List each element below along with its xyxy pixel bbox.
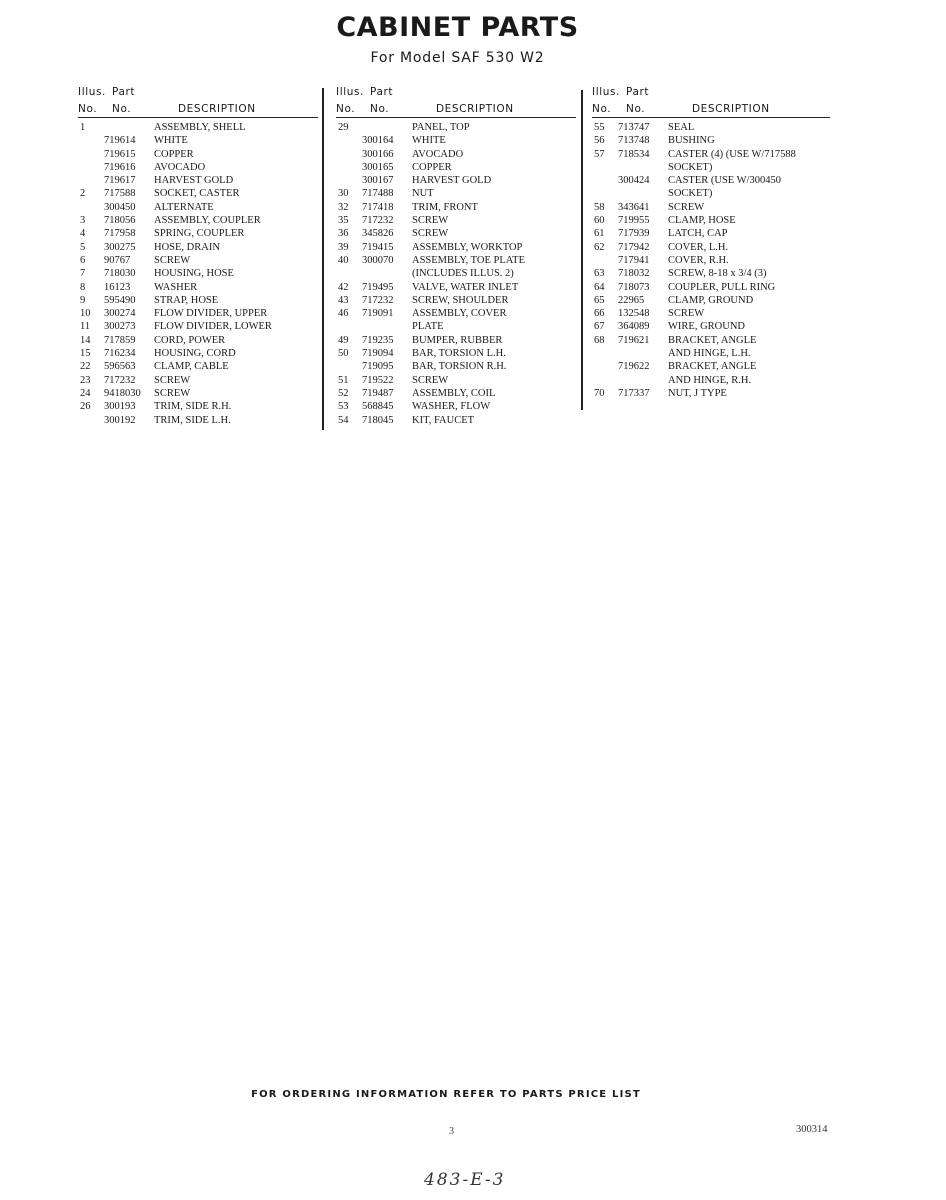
part-number: 717337 bbox=[618, 387, 650, 399]
part-number: 719614 bbox=[104, 135, 136, 147]
table-row bbox=[336, 174, 576, 187]
illus-number: 9 bbox=[80, 294, 86, 306]
part-number: 719094 bbox=[362, 348, 394, 360]
part-number: 718073 bbox=[618, 281, 650, 293]
part-number: 717232 bbox=[362, 294, 394, 306]
part-number: 717942 bbox=[618, 241, 650, 253]
table-row bbox=[592, 254, 830, 267]
column-divider bbox=[322, 88, 324, 430]
illus-number: 7 bbox=[80, 268, 86, 280]
part-description: BUSHING bbox=[668, 135, 715, 147]
part-description: FLOW DIVIDER, LOWER bbox=[154, 321, 272, 333]
part-description: BAR, TORSION L.H. bbox=[412, 348, 506, 360]
illus-number: 4 bbox=[80, 228, 86, 240]
table-row bbox=[592, 134, 830, 147]
table-row bbox=[78, 360, 318, 373]
part-description: SOCKET, CASTER bbox=[154, 188, 240, 200]
table-row bbox=[592, 267, 830, 280]
header-description: DESCRIPTION bbox=[178, 103, 256, 115]
illus-number: 5 bbox=[80, 241, 86, 253]
part-description: LATCH, CAP bbox=[668, 228, 728, 240]
table-row bbox=[592, 214, 830, 227]
illus-number: 35 bbox=[338, 215, 349, 227]
part-number: 364089 bbox=[618, 321, 650, 333]
table-row bbox=[592, 387, 830, 400]
parts-column-3 bbox=[592, 86, 830, 400]
part-description: SCREW bbox=[154, 374, 191, 386]
parts-column-1 bbox=[78, 86, 318, 427]
part-number: 716234 bbox=[104, 348, 136, 360]
table-row bbox=[78, 347, 318, 360]
part-description: BRACKET, ANGLE bbox=[668, 334, 757, 346]
part-description: SEAL bbox=[668, 122, 695, 133]
column-header bbox=[592, 86, 830, 116]
part-description: FLOW DIVIDER, UPPER bbox=[154, 308, 268, 320]
illus-number: 15 bbox=[80, 348, 91, 360]
illus-number: 57 bbox=[594, 148, 605, 160]
table-row bbox=[336, 414, 576, 427]
header-illus-no: No. bbox=[336, 103, 356, 115]
part-number: 717232 bbox=[104, 374, 136, 386]
table-row bbox=[592, 307, 830, 320]
part-number: 300165 bbox=[362, 161, 394, 173]
part-description: VALVE, WATER INLET bbox=[412, 281, 519, 293]
part-description: PLATE bbox=[412, 321, 444, 333]
part-description: COPPER bbox=[154, 148, 194, 160]
part-number: 718032 bbox=[618, 268, 650, 280]
illus-number: 65 bbox=[594, 294, 605, 306]
part-number: 719487 bbox=[362, 387, 394, 399]
table-row bbox=[336, 360, 576, 373]
part-number: 719955 bbox=[618, 215, 650, 227]
table-row bbox=[592, 148, 830, 161]
part-description: ALTERNATE bbox=[154, 201, 214, 213]
table-row bbox=[336, 187, 576, 200]
part-number: 300275 bbox=[104, 241, 136, 253]
table-row bbox=[336, 320, 576, 333]
illus-number: 42 bbox=[338, 281, 349, 293]
illus-number: 66 bbox=[594, 308, 605, 320]
illus-number: 43 bbox=[338, 294, 349, 306]
part-description: HARVEST GOLD bbox=[154, 175, 234, 187]
part-description: SCREW, SHOULDER bbox=[412, 294, 509, 306]
table-row bbox=[336, 121, 576, 134]
header-part: Part bbox=[626, 86, 650, 98]
header-part-no: No. bbox=[370, 103, 390, 115]
table-row bbox=[78, 161, 318, 174]
part-description: SCREW, 8-18 x 3/4 (3) bbox=[668, 268, 767, 280]
part-number: 719235 bbox=[362, 334, 394, 346]
part-description: SCREW bbox=[154, 387, 191, 399]
part-description: CLAMP, CABLE bbox=[154, 361, 229, 373]
part-number: 300164 bbox=[362, 135, 394, 147]
part-description: KIT, FAUCET bbox=[412, 414, 475, 426]
header-description: DESCRIPTION bbox=[436, 103, 514, 115]
table-row bbox=[336, 374, 576, 387]
part-number: 16123 bbox=[104, 281, 131, 293]
header-illus: Illus. bbox=[336, 86, 364, 98]
part-number: 300193 bbox=[104, 401, 136, 413]
header-illus-no: No. bbox=[592, 103, 612, 115]
table-row bbox=[78, 400, 318, 413]
table-row bbox=[78, 320, 318, 333]
part-number: 9418030 bbox=[104, 387, 141, 399]
part-description: COVER, R.H. bbox=[668, 254, 729, 266]
parts-list bbox=[78, 121, 318, 427]
part-number: 717958 bbox=[104, 228, 136, 240]
table-row bbox=[592, 121, 830, 134]
part-number: 719615 bbox=[104, 148, 136, 160]
table-row bbox=[78, 201, 318, 214]
part-number: 595490 bbox=[104, 294, 136, 306]
part-number: 300192 bbox=[104, 414, 136, 426]
illus-number: 10 bbox=[80, 308, 91, 320]
header-part-no: No. bbox=[626, 103, 646, 115]
header-illus: Illus. bbox=[78, 86, 106, 98]
part-description: WHITE bbox=[154, 135, 188, 147]
part-description: SCREW bbox=[668, 201, 705, 213]
part-number: 718534 bbox=[618, 148, 650, 160]
part-description: TRIM, SIDE L.H. bbox=[154, 414, 231, 426]
part-description: SCREW bbox=[412, 215, 449, 227]
header-part-no: No. bbox=[112, 103, 132, 115]
part-number: 718045 bbox=[362, 414, 394, 426]
part-description: AND HINGE, L.H. bbox=[668, 348, 751, 360]
page-title: CABINET PARTS bbox=[336, 12, 579, 43]
table-row bbox=[78, 227, 318, 240]
table-row bbox=[78, 281, 318, 294]
table-row bbox=[78, 134, 318, 147]
part-description: AND HINGE, R.H. bbox=[668, 374, 752, 386]
illus-number: 63 bbox=[594, 268, 605, 280]
part-description: HOUSING, CORD bbox=[154, 348, 236, 360]
part-description: ASSEMBLY, SHELL bbox=[154, 122, 246, 133]
table-row bbox=[592, 161, 830, 174]
part-number: 717418 bbox=[362, 201, 394, 213]
illus-number: 22 bbox=[80, 361, 91, 373]
header-illus: Illus. bbox=[592, 86, 620, 98]
illus-number: 36 bbox=[338, 228, 349, 240]
part-description: WASHER bbox=[154, 281, 198, 293]
table-row bbox=[78, 267, 318, 280]
part-number: 719495 bbox=[362, 281, 394, 293]
table-row bbox=[592, 334, 830, 347]
header-illus-no: No. bbox=[78, 103, 98, 115]
part-number: 300070 bbox=[362, 254, 394, 266]
part-description: BRACKET, ANGLE bbox=[668, 361, 757, 373]
table-row bbox=[336, 227, 576, 240]
document-number: 300314 bbox=[796, 1124, 828, 1135]
part-description: CLAMP, GROUND bbox=[668, 294, 754, 306]
illus-number: 6 bbox=[80, 254, 86, 266]
illus-number: 70 bbox=[594, 387, 605, 399]
illus-number: 52 bbox=[338, 387, 349, 399]
header-part: Part bbox=[370, 86, 394, 98]
illus-number: 2 bbox=[80, 188, 86, 200]
illus-number: 49 bbox=[338, 334, 349, 346]
part-description: NUT, J TYPE bbox=[668, 387, 727, 399]
illus-number: 67 bbox=[594, 321, 605, 333]
table-row bbox=[78, 187, 318, 200]
parts-list bbox=[592, 121, 830, 400]
part-number: 300450 bbox=[104, 201, 136, 213]
part-description: WASHER, FLOW bbox=[412, 401, 491, 413]
table-row bbox=[336, 307, 576, 320]
part-description: ASSEMBLY, WORKTOP bbox=[412, 241, 523, 253]
table-row bbox=[78, 148, 318, 161]
part-number: 717859 bbox=[104, 334, 136, 346]
illus-number: 56 bbox=[594, 135, 605, 147]
part-description: AVOCADO bbox=[154, 161, 206, 173]
header-part: Part bbox=[112, 86, 136, 98]
part-number: 719621 bbox=[618, 334, 650, 346]
part-description: SCREW bbox=[412, 228, 449, 240]
part-description: STRAP, HOSE bbox=[154, 294, 219, 306]
part-description: ASSEMBLY, COIL bbox=[412, 387, 496, 399]
part-description: TRIM, SIDE R.H. bbox=[154, 401, 232, 413]
part-description: CORD, POWER bbox=[154, 334, 226, 346]
part-description: PANEL, TOP bbox=[412, 122, 470, 133]
part-number: 717939 bbox=[618, 228, 650, 240]
column-header bbox=[78, 86, 318, 116]
table-row bbox=[592, 374, 830, 387]
illus-number: 54 bbox=[338, 414, 349, 426]
part-description: SCREW bbox=[668, 308, 705, 320]
part-number: 719616 bbox=[104, 161, 136, 173]
table-row bbox=[78, 241, 318, 254]
column-header bbox=[336, 86, 576, 116]
table-row bbox=[592, 320, 830, 333]
header-rule bbox=[78, 117, 318, 118]
part-number: 719415 bbox=[362, 241, 394, 253]
part-description: NUT bbox=[412, 188, 434, 200]
table-row bbox=[336, 267, 576, 280]
illus-number: 14 bbox=[80, 334, 91, 346]
part-description: CLAMP, HOSE bbox=[668, 215, 736, 227]
illus-number: 53 bbox=[338, 401, 349, 413]
part-number: 719622 bbox=[618, 361, 650, 373]
column-divider bbox=[581, 90, 583, 410]
part-description: ASSEMBLY, TOE PLATE bbox=[412, 254, 526, 266]
part-number: 719522 bbox=[362, 374, 394, 386]
table-row bbox=[592, 187, 830, 200]
illus-number: 29 bbox=[338, 122, 349, 133]
part-description: HOUSING, HOSE bbox=[154, 268, 234, 280]
table-row bbox=[592, 360, 830, 373]
table-row bbox=[336, 281, 576, 294]
table-row bbox=[336, 148, 576, 161]
part-description: WIRE, GROUND bbox=[668, 321, 745, 333]
part-description: SPRING, COUPLER bbox=[154, 228, 245, 240]
illus-number: 60 bbox=[594, 215, 605, 227]
table-row bbox=[78, 374, 318, 387]
table-row bbox=[336, 400, 576, 413]
table-row bbox=[336, 134, 576, 147]
part-description: BAR, TORSION R.H. bbox=[412, 361, 507, 373]
table-row bbox=[78, 174, 318, 187]
parts-column-2 bbox=[336, 86, 576, 427]
table-row bbox=[336, 214, 576, 227]
illus-number: 26 bbox=[80, 401, 91, 413]
part-number: 719095 bbox=[362, 361, 394, 373]
table-row bbox=[336, 294, 576, 307]
illus-number: 64 bbox=[594, 281, 605, 293]
part-number: 568845 bbox=[362, 401, 394, 413]
table-row bbox=[592, 227, 830, 240]
table-row bbox=[336, 201, 576, 214]
table-row bbox=[592, 241, 830, 254]
illus-number: 58 bbox=[594, 201, 605, 213]
header-rule bbox=[592, 117, 830, 118]
part-description: ASSEMBLY, COVER bbox=[412, 308, 507, 320]
header-rule bbox=[336, 117, 576, 118]
part-description: CASTER (USE W/300450 bbox=[668, 175, 781, 187]
part-number: 717232 bbox=[362, 215, 394, 227]
illus-number: 68 bbox=[594, 334, 605, 346]
part-description: BUMPER, RUBBER bbox=[412, 334, 503, 346]
illus-number: 11 bbox=[80, 321, 91, 333]
part-description: SCREW bbox=[154, 254, 191, 266]
table-row bbox=[78, 307, 318, 320]
table-row bbox=[592, 201, 830, 214]
table-row bbox=[336, 334, 576, 347]
part-number: 719091 bbox=[362, 308, 394, 320]
table-row bbox=[336, 254, 576, 267]
table-row bbox=[336, 241, 576, 254]
illus-number: 51 bbox=[338, 374, 349, 386]
part-number: 717488 bbox=[362, 188, 394, 200]
part-description: COPPER bbox=[412, 161, 452, 173]
table-row bbox=[78, 387, 318, 400]
part-description: SCREW bbox=[412, 374, 449, 386]
illus-number: 61 bbox=[594, 228, 605, 240]
illus-number: 46 bbox=[338, 308, 349, 320]
table-row bbox=[78, 334, 318, 347]
table-row bbox=[336, 347, 576, 360]
page-number: 3 bbox=[449, 1126, 454, 1137]
part-number: 300273 bbox=[104, 321, 136, 333]
part-description: ASSEMBLY, COUPLER bbox=[154, 215, 261, 227]
part-number: 90767 bbox=[104, 254, 131, 266]
part-number: 343641 bbox=[618, 201, 650, 213]
part-description: SOCKET) bbox=[668, 161, 713, 173]
part-number: 22965 bbox=[618, 294, 645, 306]
part-number: 345826 bbox=[362, 228, 394, 240]
part-description: TRIM, FRONT bbox=[412, 201, 478, 213]
illus-number: 24 bbox=[80, 387, 91, 399]
illus-number: 50 bbox=[338, 348, 349, 360]
part-description: SOCKET) bbox=[668, 188, 713, 200]
table-row bbox=[336, 387, 576, 400]
part-description: WHITE bbox=[412, 135, 446, 147]
part-description: HARVEST GOLD bbox=[412, 175, 492, 187]
table-row bbox=[78, 121, 318, 134]
part-number: 713748 bbox=[618, 135, 650, 147]
page-subtitle: For Model SAF 530 W2 bbox=[370, 50, 545, 66]
part-number: 300274 bbox=[104, 308, 136, 320]
part-description: COUPLER, PULL RING bbox=[668, 281, 776, 293]
illus-number: 62 bbox=[594, 241, 605, 253]
part-description: CASTER (4) (USE W/717588 bbox=[668, 148, 796, 160]
part-description: HOSE, DRAIN bbox=[154, 241, 220, 253]
illus-number: 1 bbox=[80, 122, 86, 133]
table-row bbox=[78, 214, 318, 227]
part-description: (INCLUDES ILLUS. 2) bbox=[412, 268, 514, 280]
part-number: 300167 bbox=[362, 175, 394, 187]
part-number: 713747 bbox=[618, 122, 650, 133]
part-number: 300424 bbox=[618, 175, 650, 187]
table-row bbox=[78, 414, 318, 427]
parts-list bbox=[336, 121, 576, 427]
table-row bbox=[336, 161, 576, 174]
part-description: AVOCADO bbox=[412, 148, 464, 160]
part-number: 718030 bbox=[104, 268, 136, 280]
part-number: 717941 bbox=[618, 254, 650, 266]
illus-number: 23 bbox=[80, 374, 91, 386]
illus-number: 32 bbox=[338, 201, 349, 213]
table-row bbox=[592, 174, 830, 187]
part-description: COVER, L.H. bbox=[668, 241, 729, 253]
table-row bbox=[78, 254, 318, 267]
illus-number: 55 bbox=[594, 122, 605, 133]
part-number: 719617 bbox=[104, 175, 136, 187]
header-description: DESCRIPTION bbox=[692, 103, 770, 115]
part-number: 300166 bbox=[362, 148, 394, 160]
part-number: 596563 bbox=[104, 361, 136, 373]
part-number: 717588 bbox=[104, 188, 136, 200]
ordering-info-footer: FOR ORDERING INFORMATION REFER TO PARTS PRICE LIST bbox=[251, 1089, 641, 1100]
table-row bbox=[592, 294, 830, 307]
part-number: 718056 bbox=[104, 215, 136, 227]
table-row bbox=[592, 281, 830, 294]
illus-number: 40 bbox=[338, 254, 349, 266]
illus-number: 8 bbox=[80, 281, 86, 293]
illus-number: 39 bbox=[338, 241, 349, 253]
part-number: 132548 bbox=[618, 308, 650, 320]
illus-number: 30 bbox=[338, 188, 349, 200]
table-row bbox=[592, 347, 830, 360]
table-row bbox=[78, 294, 318, 307]
illus-number: 3 bbox=[80, 215, 86, 227]
handwritten-note: 483-E-3 bbox=[424, 1170, 506, 1190]
